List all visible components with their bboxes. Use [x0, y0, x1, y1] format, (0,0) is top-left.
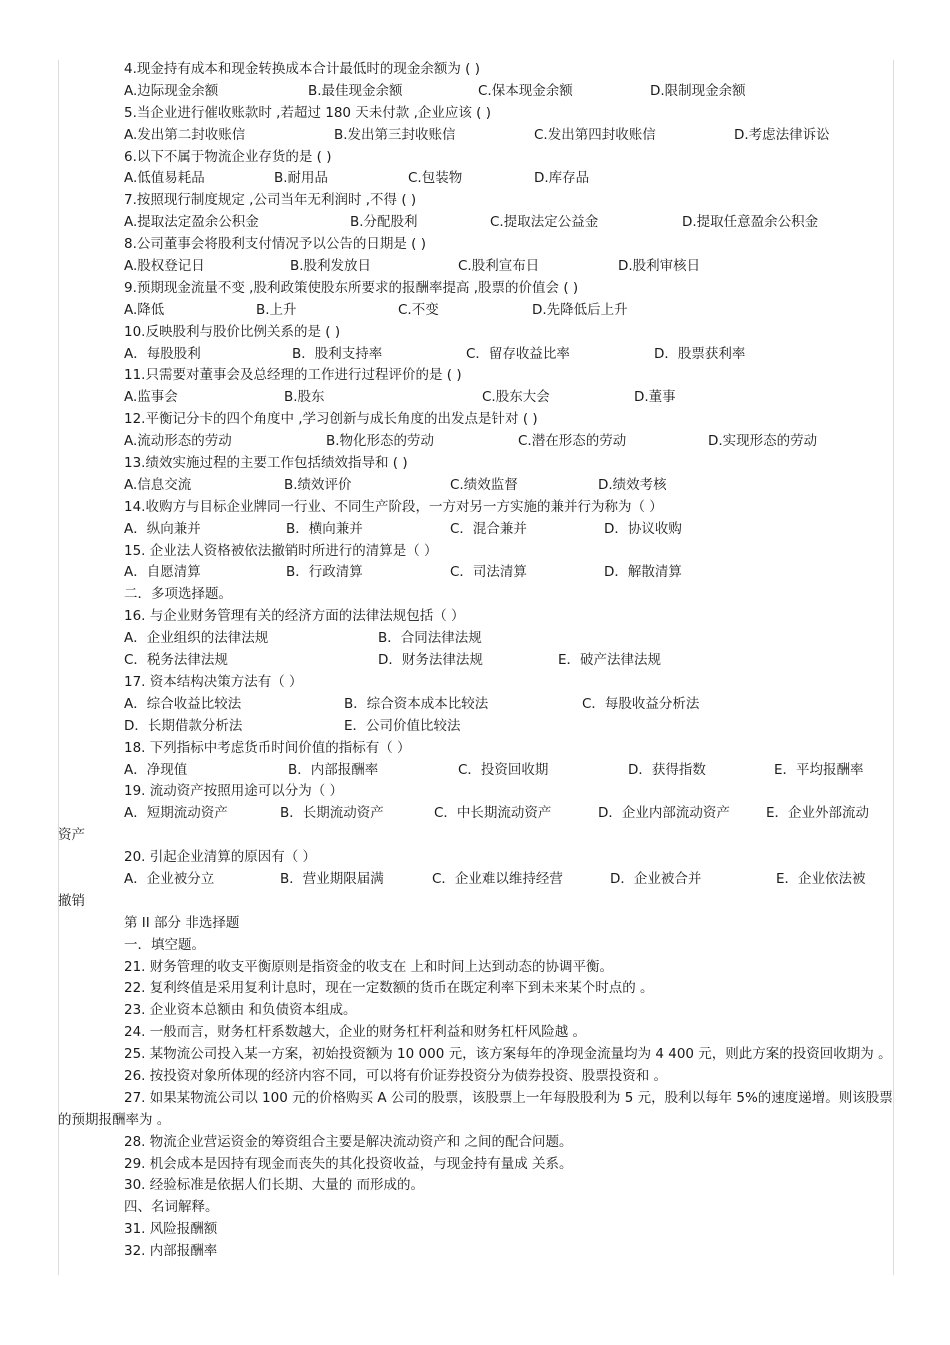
question-text: 8.公司董事会将股利支付情况予以公告的日期是 ( )	[124, 236, 426, 253]
option-item: E．破产法律法规	[558, 652, 662, 669]
question-text: 一．填空题。	[124, 936, 205, 953]
question-text: 11.只需要对董事会及总经理的工作进行过程评价的是 ( )	[124, 367, 462, 384]
option-item: E．企业外部流动	[766, 805, 870, 822]
question-text: 10.反映股利与股价比例关系的是 ( )	[124, 323, 341, 340]
option-item: C.绩效监督	[450, 476, 518, 493]
option-item: A．短期流动资产	[124, 805, 228, 822]
option-item: D．企业被合并	[610, 870, 702, 887]
option-item: B．长期流动资产	[280, 805, 384, 822]
question-text: 17. 资本结构决策方法有（ ）	[124, 673, 303, 690]
option-item: D.绩效考核	[598, 476, 667, 493]
question-text: 13.绩效实施过程的主要工作包括绩效指导和 ( )	[124, 455, 408, 472]
option-item: C.潜在形态的劳动	[518, 433, 627, 450]
option-item: D.实现形态的劳动	[708, 433, 818, 450]
question-text: 28. 物流企业营运资金的筹资组合主要是解决流动资产和 之间的配合问题。	[124, 1133, 573, 1150]
option-item: B.上升	[256, 301, 297, 318]
question-text: 23. 企业资本总额由 和负债资本组成。	[124, 1002, 357, 1019]
question-text: 7.按照现行制度规定 ,公司当年无利润时 ,不得 ( )	[124, 192, 417, 209]
option-item: B.股利发放日	[290, 258, 372, 275]
option-item: B.物化形态的劳动	[326, 433, 435, 450]
option-item: D．股票获利率	[654, 345, 746, 362]
option-item: D．解散清算	[604, 564, 682, 581]
option-item: C.保本现金余额	[478, 82, 573, 99]
option-item: C．企业难以维持经营	[432, 870, 563, 887]
option-item: C．中长期流动资产	[434, 805, 552, 822]
option-item: B．综合资本成本比较法	[344, 695, 489, 712]
option-item: E．企业依法被	[776, 870, 866, 887]
option-item: C.提取法定公益金	[490, 214, 599, 231]
option-row	[58, 168, 894, 190]
option-item: B.分配股利	[350, 214, 418, 231]
option-item: A.发出第二封收账信	[124, 126, 246, 143]
option-row	[58, 519, 894, 541]
question-text: 16. 与企业财务管理有关的经济方面的法律法规包括（ ）	[124, 608, 465, 625]
option-item: A.提取法定盈余公积金	[124, 214, 259, 231]
option-item: C.股东大会	[482, 389, 550, 406]
option-item: C.发出第四封收账信	[534, 126, 656, 143]
question-text: 25. 某物流公司投入某一方案，初始投资额为 10 000 元，该方案每年的净现金流量均为 4 400 元，则此方案的投资回收期为 。	[124, 1046, 892, 1063]
question-text: 19. 流动资产按照用途可以分为（ ）	[124, 783, 344, 800]
option-item: D.股利审核日	[618, 258, 701, 275]
option-item: C．混合兼并	[450, 520, 527, 537]
question-text: 四、名词解释。	[124, 1199, 219, 1216]
continuation-text: 资产	[58, 827, 85, 844]
option-item: C．留存收益比率	[466, 345, 570, 362]
option-item: A.信息交流	[124, 476, 192, 493]
option-item: D．财务法律法规	[378, 652, 483, 669]
option-item: A．综合收益比较法	[124, 695, 242, 712]
question-text: 第 II 部分 非选择题	[124, 914, 240, 931]
option-item: A.股权登记日	[124, 258, 205, 275]
option-row	[58, 694, 894, 716]
option-row	[58, 760, 894, 782]
question-text: 26. 按投资对象所体现的经济内容不同，可以将有价证券投资分为债券投资、股票投资和 。	[124, 1067, 668, 1084]
option-row	[58, 475, 894, 497]
option-item: A．企业组织的法律法规	[124, 630, 269, 647]
question-text: 15. 企业法人资格被依法撤销时所进行的清算是（ ）	[124, 542, 438, 559]
option-item: A．企业被分立	[124, 870, 215, 887]
question-text: 12.平衡记分卡的四个角度中 ,学习创新与成长角度的出发点是针对 ( )	[124, 411, 538, 428]
option-item: D．协议收购	[604, 520, 682, 537]
option-item: A．净现值	[124, 761, 188, 778]
question-text: 18. 下列指标中考虑货币时间价值的指标有（ ）	[124, 739, 411, 756]
option-row	[58, 803, 894, 825]
option-item: A.边际现金余额	[124, 82, 219, 99]
option-row	[58, 562, 894, 584]
question-text: 24. 一般而言，财务杠杆系数越大，企业的财务杠杆利益和财务杠杆风险越 。	[124, 1024, 587, 1041]
option-row	[58, 300, 894, 322]
option-item: D．长期借款分析法	[124, 717, 243, 734]
option-item: D.先降低后上升	[532, 301, 628, 318]
option-item: A．自愿清算	[124, 564, 201, 581]
option-item: A.降低	[124, 301, 165, 318]
option-item: E．平均报酬率	[774, 761, 864, 778]
question-text: 二．多项选择题。	[124, 586, 232, 603]
option-item: B.耐用品	[274, 170, 329, 187]
option-item: C.股利宣布日	[458, 258, 540, 275]
option-item: A．每股股利	[124, 345, 201, 362]
option-item: B.绩效评价	[284, 476, 352, 493]
question-text: 30. 经验标准是依据人们长期、大量的 而形成的。	[124, 1177, 425, 1194]
question-text: 20. 引起企业清算的原因有（ ）	[124, 849, 317, 866]
option-item: A.低值易耗品	[124, 170, 205, 187]
option-item: B.最佳现金余额	[308, 82, 403, 99]
option-item: D.库存品	[534, 170, 590, 187]
option-item: C．每股收益分析法	[582, 695, 700, 712]
option-item: A．纵向兼并	[124, 520, 201, 537]
continuation-text: 撤销	[58, 892, 85, 909]
option-item: A.流动形态的劳动	[124, 433, 232, 450]
option-row	[58, 431, 894, 453]
option-item: B．横向兼并	[286, 520, 363, 537]
option-item: C.包装物	[408, 170, 463, 187]
question-text: 4.现金持有成本和现金转换成本合计最低时的现金余额为 ( )	[124, 61, 480, 77]
option-item: B．行政清算	[286, 564, 363, 581]
option-item: D.提取任意盈余公积金	[682, 214, 819, 231]
question-text: 6.以下不属于物流企业存货的是 ( )	[124, 148, 332, 165]
question-text: 32. 内部报酬率	[124, 1243, 218, 1260]
option-row	[58, 650, 894, 672]
option-item: C．司法清算	[450, 564, 527, 581]
option-item: D.考虑法律诉讼	[734, 126, 830, 143]
option-item: B．股利支持率	[292, 345, 383, 362]
option-item: B．合同法律法规	[378, 630, 482, 647]
option-row	[58, 212, 894, 234]
option-item: D.限制现金余额	[650, 82, 746, 99]
option-row	[58, 81, 894, 103]
option-row	[58, 256, 894, 278]
question-text: 21. 财务管理的收支平衡原则是指资金的收支在 上和时间上达到动态的协调平衡。	[124, 958, 614, 975]
option-row	[58, 387, 894, 409]
question-text: 5.当企业进行催收账款时 ,若超过 180 天未付款 ,企业应该 ( )	[124, 104, 492, 121]
option-item: A.监事会	[124, 389, 178, 406]
option-item: C.不变	[398, 301, 439, 318]
option-item: B．内部报酬率	[288, 761, 379, 778]
option-item: B.发出第三封收账信	[334, 126, 456, 143]
option-item: D．获得指数	[628, 761, 706, 778]
question-text: 9.预期现金流量不变 ,股利政策使股东所要求的报酬率提高 ,股票的价值会 ( )	[124, 279, 579, 296]
question-text: 27. 如果某物流公司以 100 元的价格购买 A 公司的股票，该股票上一年每股股利为 5 元，股利以每年 5%的速度递增。则该股票的预期报酬率为 。	[58, 1089, 893, 1128]
option-item: B.股东	[284, 389, 325, 406]
option-item: B．营业期限届满	[280, 870, 384, 887]
option-item: E．公司价值比较法	[344, 717, 461, 734]
option-row	[58, 125, 894, 147]
option-item: C．税务法律法规	[124, 652, 228, 669]
question-text: 22. 复利终值是采用复利计息时，现在一定数额的货币在既定利率下到未来某个时点的 。	[124, 980, 654, 997]
option-row	[58, 628, 894, 650]
question-text: 31. 风险报酬额	[124, 1221, 218, 1238]
exam-content	[58, 59, 894, 1263]
option-row	[58, 344, 894, 366]
option-item: D.董事	[634, 389, 676, 406]
option-item: D．企业内部流动资产	[598, 805, 730, 822]
option-row	[58, 869, 894, 891]
option-item: C．投资回收期	[458, 761, 549, 778]
question-text: 14.收购方与目标企业牌同一行业、不同生产阶段，一方对另一方实施的兼并行为称为（ ）	[124, 498, 663, 515]
option-row	[58, 716, 894, 738]
question-text: 29. 机会成本是因持有现金而丧失的其化投资收益，与现金持有量成 关系。	[124, 1155, 573, 1172]
